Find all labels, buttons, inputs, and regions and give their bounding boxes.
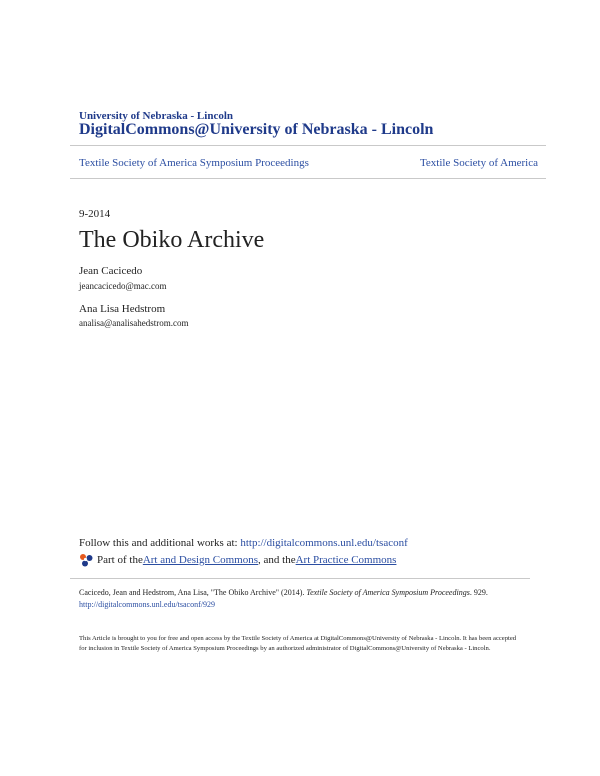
author-email[interactable]: analisa@analisahedstrom.com (79, 318, 189, 328)
partof-prefix: Part of the (97, 554, 143, 566)
recommended-citation (79, 587, 519, 611)
collection-url-link[interactable]: http://digitalcommons.unl.edu/tsaconf (240, 537, 408, 549)
citation-divider (70, 578, 530, 579)
author-name: Ana Lisa Hedstrom (79, 303, 166, 315)
parent-collection-link[interactable]: Textile Society of America (419, 157, 538, 169)
citation-text: Cacicedo, Jean and Hedstrom, Ana Lisa, "The Obiko Archive" (2014). (79, 588, 307, 597)
series-link[interactable]: Textile Society of America Symposium Proceedings (79, 157, 309, 169)
citation-url-link[interactable]: http://digitalcommons.unl.edu/tsaconf/929 (79, 600, 215, 609)
repository-title-link[interactable]: DigitalCommons@University of Nebraska - Lincoln (79, 121, 434, 138)
header-divider-top (70, 145, 546, 146)
open-access-notice: This Article is brought to you for free and open access by the Textile Society of America at DigitalCommons@University of Nebraska - Lincoln. It has been accepted for inclusion in Textile Society of America Symposium Proceedings by an authorized administrator of DigitalCommons@University of Nebraska - Lincoln. (79, 635, 517, 652)
art-practice-commons-link[interactable]: Art Practice Commons (295, 554, 397, 566)
citation-journal: Textile Society of America Symposium Proceedings (306, 588, 470, 597)
art-design-commons-link[interactable]: Art and Design Commons (142, 554, 259, 566)
citation-suffix: . 929. (469, 588, 488, 597)
author-email[interactable]: jeancacicedo@mac.com (79, 281, 167, 291)
header-divider-bottom (70, 178, 546, 179)
part-of-line (79, 553, 396, 567)
publication-date: 9-2014 (79, 208, 111, 220)
partof-between: , and the (258, 554, 296, 566)
university-link[interactable]: University of Nebraska - Lincoln (79, 110, 233, 122)
commons-network-icon (79, 553, 93, 567)
article-title: The Obiko Archive (79, 227, 265, 253)
follow-text: Follow this and additional works at: (79, 537, 241, 549)
author-name: Jean Cacicedo (79, 265, 143, 277)
follow-line (79, 537, 408, 549)
